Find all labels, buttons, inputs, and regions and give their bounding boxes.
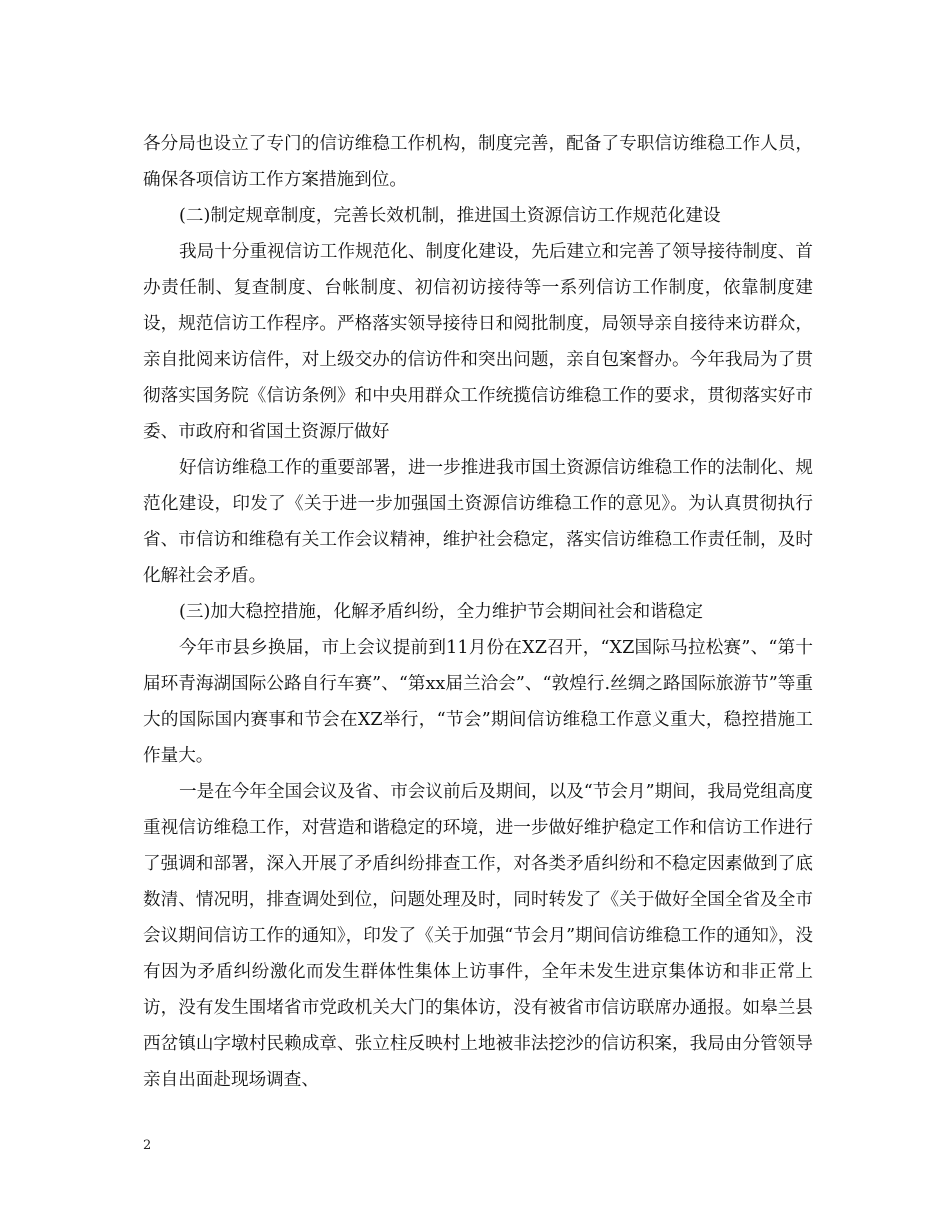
paragraph-3: 我局十分重视信访工作规范化、制度化建设，先后建立和完善了领导接待制度、首办责任制、复查制度、台帐制度、初信初访接待等一系列信访工作制度，依靠制度建设，规范信访工作程序。严格落实领导接待日和阅批制度，局领导亲自接待来访群众，亲自批阅来访信件，对上级交办的信访件和突出问题，亲自包案督办。今年我局为了贯彻落实国务院《信访条例》和中央用群众工作统揽信访维稳工作的要求，贯彻落实好市委、市政府和省国土资源厅做好	[143, 242, 813, 442]
paragraph-6: 今年市县乡换届，市上会议提前到11月份在XZ召开，“XZ国际马拉松赛”、“第十届环青海湖国际公路自行车赛”、“第xx届兰洽会”、“敦煌行.丝绸之路国际旅游节”等重大的国际国内赛事和节会在XZ举行，“节会”期间信访维稳工作意义重大，稳控措施工作量大。	[143, 638, 813, 766]
paragraph-7: 一是在今年全国会议及省、市会议前后及期间，以及“节会月”期间，我局党组高度重视信访维稳工作，对营造和谐稳定的环境，进一步做好维护稳定工作和信访工作进行了强调和部署，深入开展了矛盾纠纷排查工作，对各类矛盾纠纷和不稳定因素做到了底数清、情况明，排查调处到位，问题处理及时，同时转发了《关于做好全国全省及全市会议期间信访工作的通知》，印发了《关于加强“节会月”期间信访维稳工作的通知》，没有因为矛盾纠纷激化而发生群体性集体上访事件，全年未发生进京集体访和非正常上访，没有发生围堵省市党政机关大门的集体访，没有被省市信访联席办通报。如皋兰县西岔镇山字墩村民赖成章、张立柱反映村上地被非法挖沙的信访积案，我局由分管领导亲自出面赴现场调查、	[143, 782, 813, 1090]
page-number: 2	[143, 1138, 152, 1153]
section-heading-3: (三)加大稳控措施，化解矛盾纠纷，全力维护节会期间社会和谐稳定	[179, 602, 703, 622]
document-body	[143, 126, 813, 1098]
section-heading-2: (二)制定规章制度，完善长效机制，推进国土资源信访工作规范化建设	[179, 206, 721, 226]
paragraph-4: 好信访维稳工作的重要部署，进一步推进我市国土资源信访维稳工作的法制化、规范化建设，印发了《关于进一步加强国土资源信访维稳工作的意见》。为认真贯彻执行省、市信访和维稳有关工作会议精神，维护社会稳定，落实信访维稳工作责任制，及时化解社会矛盾。	[143, 458, 813, 586]
paragraph-1: 各分局也设立了专门的信访维稳工作机构，制度完善，配备了专职信访维稳工作人员，确保各项信访工作方案措施到位。	[143, 134, 813, 190]
